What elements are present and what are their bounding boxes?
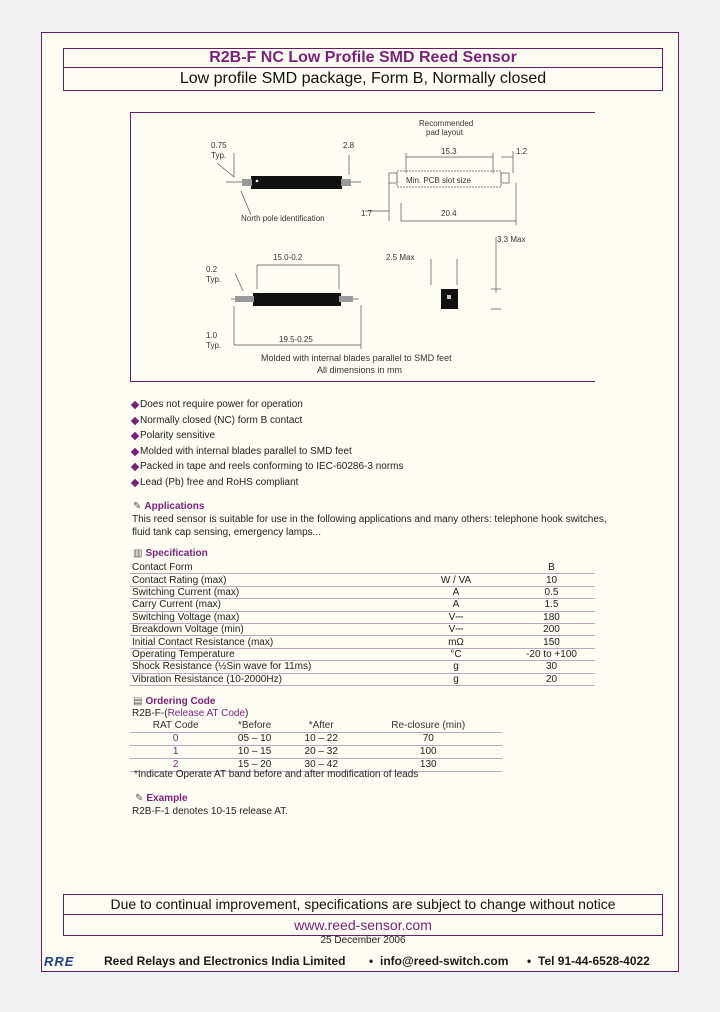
pencil-icon: ✎: [135, 793, 144, 804]
table-row: Switching Voltage (max) V⎓ 180: [130, 611, 595, 623]
table-row: Contact Form B: [130, 562, 595, 574]
label-33-max: 3.3 Max: [497, 235, 526, 244]
table-header-row: RAT Code *Before *After Re-closure (min): [130, 720, 502, 733]
label-recommended: Recommended: [419, 119, 474, 128]
table-row: Switching Current (max) A 0.5: [130, 586, 595, 598]
table-row: 2 15 – 20 30 – 42 130: [130, 759, 502, 772]
table-row: 0 05 – 10 10 – 22 70: [130, 733, 502, 746]
company-logo: RRE: [44, 954, 75, 969]
table-row: Shock Resistance (½Sin wave for 11ms) g 30: [130, 661, 595, 673]
example-text: R2B-F-1 denotes 10-15 release AT.: [132, 806, 289, 817]
north-pole-leader: [241, 191, 251, 215]
label-150: 15.0-0.2: [273, 253, 303, 262]
page-title: R2B-F NC Low Profile SMD Reed Sensor: [209, 49, 517, 66]
company-name: Reed Relays and Electronics India Limited: [104, 954, 346, 968]
pad-left: [389, 173, 397, 183]
feature-item: Molded with internal blades parallel to SMD feet: [132, 444, 403, 460]
email-link[interactable]: info@reed-switch.com: [380, 954, 509, 968]
table-icon: ▥: [133, 548, 143, 559]
notice-text: Due to continual improvement, specifications are subject to change without notice: [110, 896, 616, 912]
example-heading: ✎ Example: [135, 793, 188, 804]
table-row: 1 10 – 15 20 – 32 100: [130, 746, 502, 759]
label-153: 15.3: [441, 147, 457, 156]
feature-item: Normally closed (NC) form B contact: [132, 413, 403, 429]
bullet-icon: [131, 401, 139, 409]
table-row: Vibration Resistance (10-2000Hz) g 20: [130, 673, 595, 685]
sensor-body-top: [251, 176, 342, 189]
applications-heading: ✎ Applications: [133, 501, 205, 512]
label-typ-3: Typ.: [206, 341, 222, 350]
table-row: Operating Temperature °C -20 to +100: [130, 648, 595, 660]
lead-end-left-top: [242, 179, 252, 186]
lead-end-left-bottom: [235, 296, 254, 302]
footer: [44, 953, 684, 971]
label-195: 19.5-0.25: [279, 335, 313, 344]
website-link[interactable]: www.reed-sensor.com: [294, 917, 432, 933]
table-row: Contact Rating (max) W / VA 10: [130, 574, 595, 586]
bullet-icon: [131, 479, 139, 487]
ordering-heading: ▤ Ordering Code: [133, 696, 216, 707]
applications-line-2: fluid tank cap sensing, emergency lamps...: [132, 527, 321, 538]
bullet-icon: [131, 463, 139, 471]
lead-end-right-top: [341, 179, 351, 186]
label-17: 1.7: [361, 209, 373, 218]
bullet-icon: [131, 432, 139, 440]
separator-dot: •: [527, 954, 532, 968]
feature-item: Lead (Pb) free and RoHS compliant: [132, 475, 403, 491]
bullet-icon: [131, 416, 139, 424]
wrench-icon: ✎: [133, 501, 142, 512]
separator-dot: •: [369, 954, 374, 968]
phone-number: Tel 91-44-6528-4022: [538, 954, 650, 968]
feature-item: Packed in tape and reels conforming to IEC-60286-3 norms: [132, 459, 403, 475]
label-slot: Min. PCB slot size: [406, 176, 471, 185]
ordering-code-format: R2B-F-(Release AT Code): [132, 708, 249, 719]
document-date: 25 December 2006: [320, 935, 406, 946]
label-north-pole: North pole identification: [241, 214, 325, 223]
label-204: 20.4: [441, 209, 457, 218]
feature-list: [132, 397, 403, 491]
label-10: 1.0: [206, 331, 218, 340]
pad-right: [501, 173, 509, 183]
applications-line-1: This reed sensor is suitable for use in the following applications and many others: telephone hook switches,: [132, 514, 607, 525]
feature-item: Does not require power for operation: [132, 397, 403, 413]
label-02: 0.2: [206, 265, 218, 274]
label-pad-layout: pad layout: [426, 128, 463, 137]
label-25-max: 2.5 Max: [386, 253, 415, 262]
sensor-body-bottom: [253, 293, 341, 306]
label-typ-2: Typ.: [206, 275, 222, 284]
table-row: Carry Current (max) A 1.5: [130, 599, 595, 611]
dimension-drawing: [130, 112, 595, 382]
table-row: Breakdown Voltage (min) V⎓ 200: [130, 623, 595, 635]
label-dimensions: All dimensions in mm: [317, 365, 403, 375]
label-075: 0.75: [211, 141, 227, 150]
ordering-table: [130, 720, 502, 772]
page-subtitle: Low profile SMD package, Form B, Normally closed: [179, 70, 547, 87]
feature-item: Polarity sensitive: [132, 428, 403, 444]
bullet-icon: [131, 448, 139, 456]
label-28: 2.8: [343, 141, 355, 150]
lead-end-right-bottom: [339, 296, 353, 302]
label-12: 1.2: [516, 147, 528, 156]
ordering-note: *Indicate Operate AT band before and after modification of leads: [134, 769, 419, 780]
list-icon: ▤: [133, 696, 143, 707]
table-row: Initial Contact Resistance (max) mΩ 150: [130, 636, 595, 648]
label-molded: Molded with internal blades parallel to SMD feet: [261, 353, 452, 363]
specification-table: [130, 562, 595, 686]
polarity-dot: [256, 180, 259, 183]
label-typ-1: Typ.: [211, 151, 227, 160]
dim-02-leader: [235, 273, 243, 291]
specification-heading: ▥ Specification: [133, 548, 208, 559]
